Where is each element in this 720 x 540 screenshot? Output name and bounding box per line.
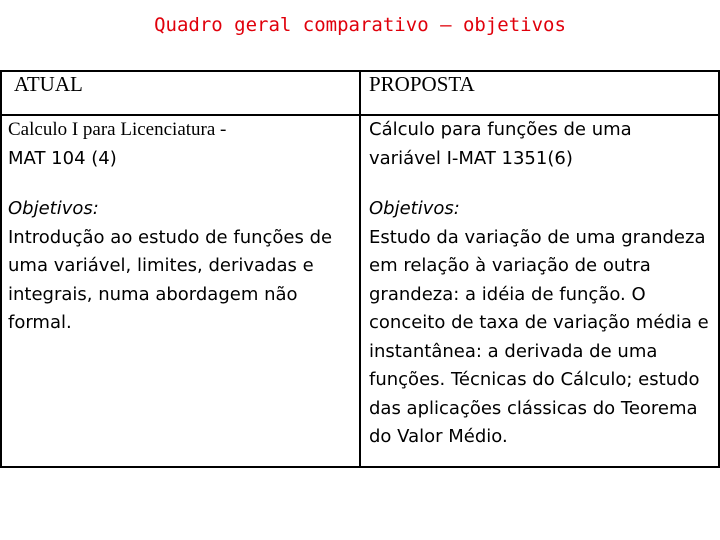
- proposed-course-line1: Cálculo para funções de uma: [369, 119, 632, 140]
- current-objectives-text: Introdução ao estudo de funções de uma variável, limites, derivadas e integrais, numa abordagem não formal.: [8, 226, 333, 333]
- current-objectives-label: Objetivos:: [8, 198, 99, 219]
- current-cell: [1, 115, 360, 467]
- header-current: ATUAL: [1, 71, 360, 115]
- page-title: Quadro geral comparativo – objetivos: [154, 14, 566, 36]
- comparison-table: [0, 70, 720, 468]
- content-row: [1, 115, 719, 467]
- current-course-line2: MAT 104 (4): [8, 147, 117, 169]
- header-proposed: PROPOSTA: [360, 71, 719, 115]
- proposed-objectives-label: Objetivos:: [369, 198, 460, 219]
- proposed-course-line2: variável I-MAT 1351(6): [369, 147, 573, 169]
- current-course-line1: Calculo I para Licenciatura -: [8, 119, 227, 140]
- proposed-cell: [360, 115, 719, 467]
- proposed-objectives-text: Estudo da variação de uma grandeza em relação à variação de outra grandeza: a idéia de função. O conceito de taxa de variação média e instantânea: a derivada de uma funções. Técnicas do Cálculo; estudo das aplicações clássicas do Teorema do Valor Médio.: [369, 226, 709, 447]
- header-row: [1, 71, 719, 115]
